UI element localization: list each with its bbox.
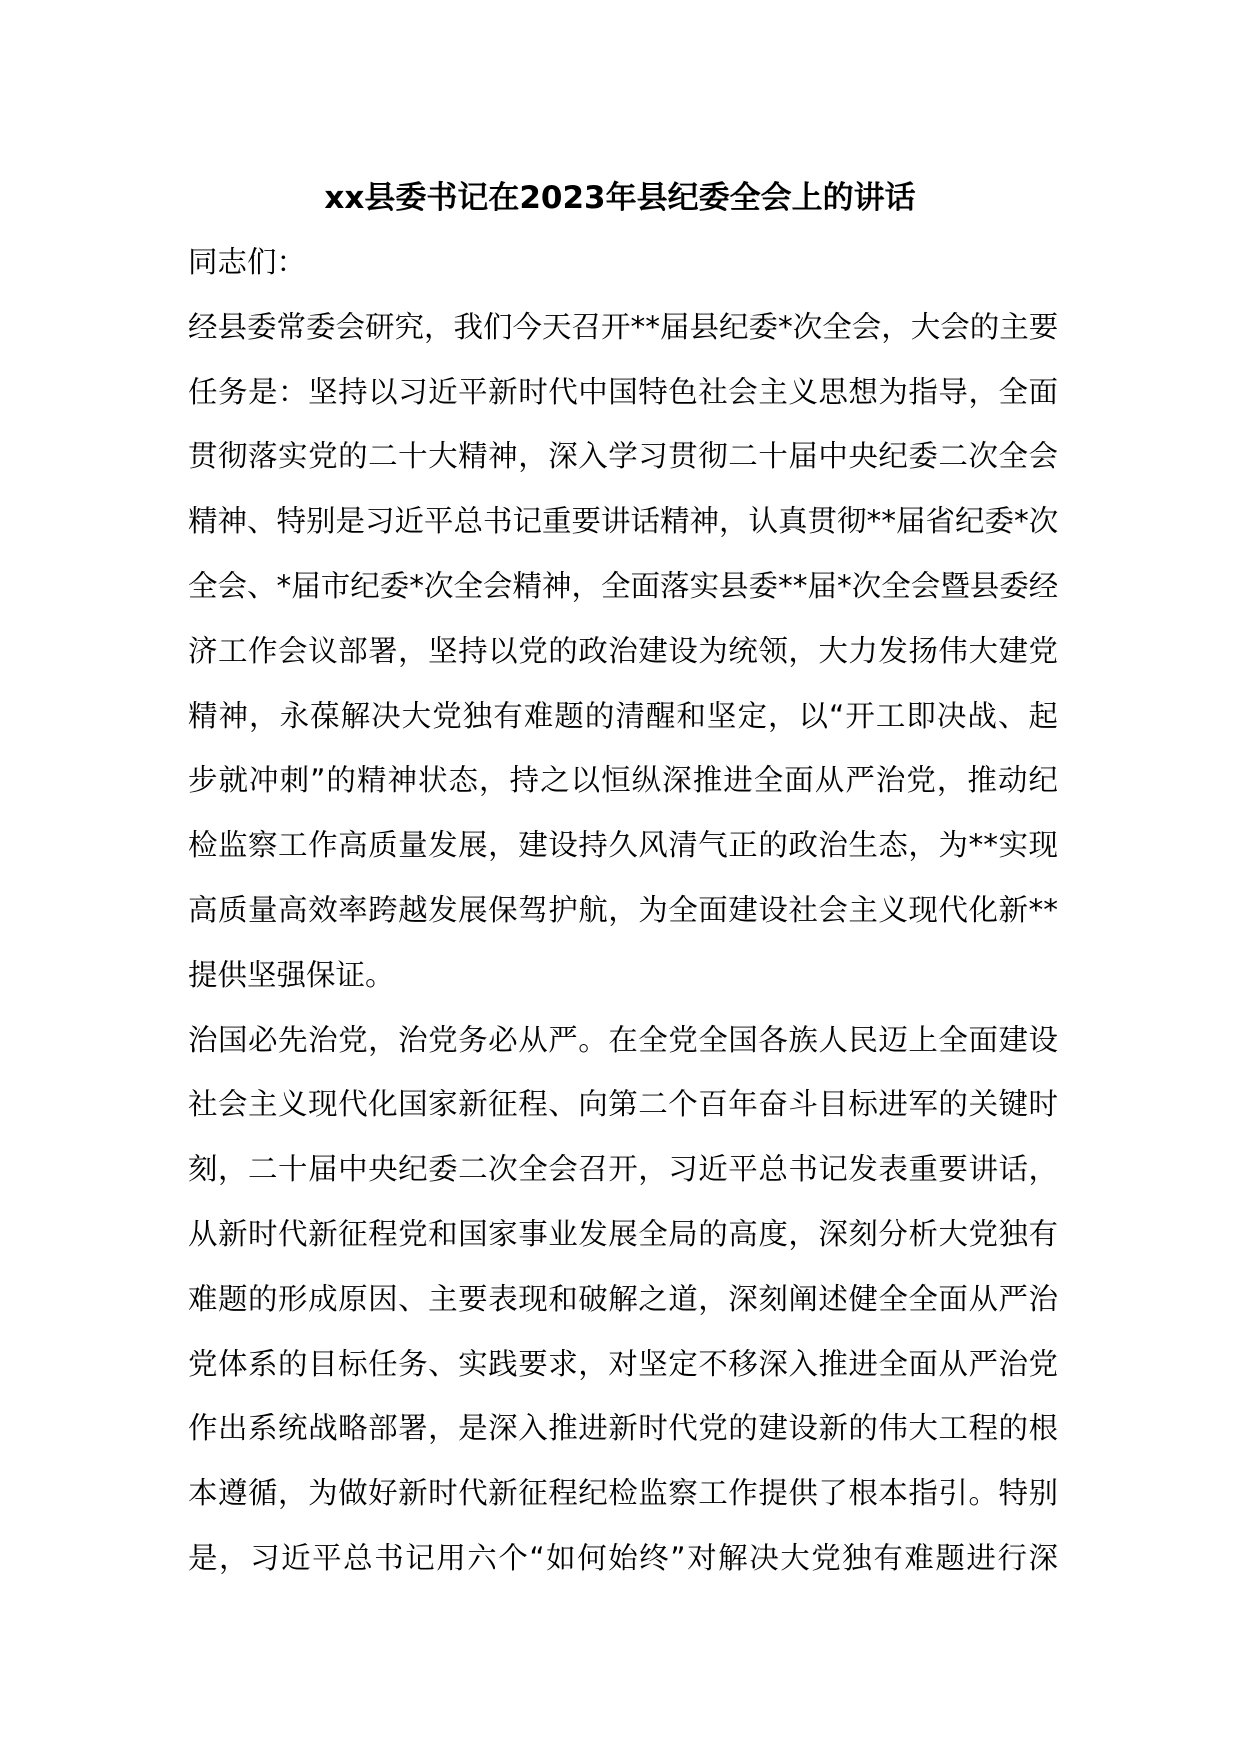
paragraph-line: 作出系统战略部署，是深入推进新时代党的建设新的伟大工程的根 xyxy=(188,1411,1058,1446)
paragraph-line: 是，习近平总书记用六个“如何始终”对解决大党独有难题进行深 xyxy=(188,1540,1058,1575)
paragraph-line: 贯彻落实党的二十大精神，深入学习贯彻二十届中央纪委二次全会 xyxy=(188,439,1058,474)
paragraph-line: 本遵循，为做好新时代新征程纪检监察工作提供了根本指引。特别 xyxy=(188,1476,1058,1511)
paragraph-line: 高质量高效率跨越发展保驾护航，为全面建设社会主义现代化新** xyxy=(188,892,1058,927)
paragraph-line: 提供坚强保证。 xyxy=(188,957,395,992)
paragraph-line: 步就冲刺”的精神状态，持之以恒纵深推进全面从严治党，推动纪 xyxy=(188,763,1058,798)
paragraph-line: 治国必先治党，治党务必从严。在全党全国各族人民迈上全面建设 xyxy=(188,1022,1058,1057)
document-body xyxy=(188,240,1058,1601)
paragraph-line: 刻，二十届中央纪委二次全会召开，习近平总书记发表重要讲话， xyxy=(188,1152,1058,1187)
paragraph-line: 从新时代新征程党和国家事业发展全局的高度，深刻分析大党独有 xyxy=(188,1216,1058,1251)
salutation-line: 同志们： xyxy=(188,245,307,279)
paragraph-line: 党体系的目标任务、实践要求，对坚定不移深入推进全面从严治党 xyxy=(188,1346,1058,1381)
paragraph-line: 精神、特别是习近平总书记重要讲话精神，认真贯彻**届省纪委*次 xyxy=(188,504,1059,539)
paragraph-line: 社会主义现代化国家新征程、向第二个百年奋斗目标进军的关键时 xyxy=(188,1087,1058,1122)
paragraph-line: 精神，永葆解决大党独有难题的清醒和坚定，以“开工即决战、起 xyxy=(188,698,1058,733)
paragraph-line: 任务是：坚持以习近平新时代中国特色社会主义思想为指导，全面 xyxy=(188,374,1058,409)
document-title: xx县委书记在2023年县纪委全会上的讲话 xyxy=(324,180,916,216)
paragraph-line: 经县委常委会研究，我们今天召开**届县纪委*次全会，大会的主要 xyxy=(188,309,1059,344)
paragraph-line: 难题的形成原因、主要表现和破解之道，深刻阐述健全全面从严治 xyxy=(188,1281,1058,1316)
paragraph-line: 检监察工作高质量发展，建设持久风清气正的政治生态，为**实现 xyxy=(188,828,1058,863)
paragraph-line: 济工作会议部署，坚持以党的政治建设为统领，大力发扬伟大建党 xyxy=(188,633,1058,668)
paragraph-line: 全会、*届市纪委*次全会精神，全面落实县委**届*次全会暨县委经 xyxy=(188,568,1059,603)
